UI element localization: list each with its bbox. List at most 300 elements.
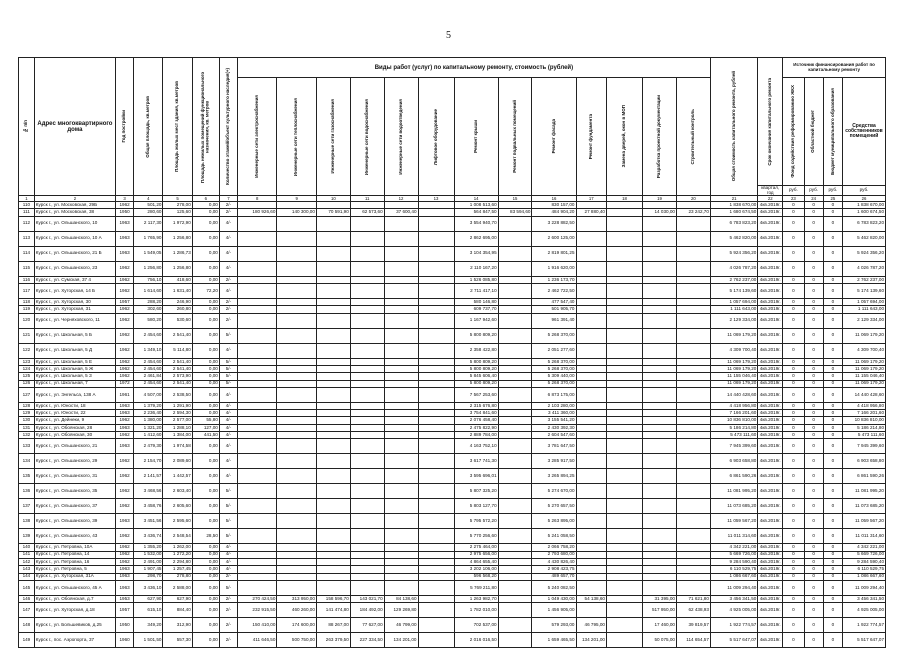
work-cost-cell bbox=[384, 424, 418, 431]
work-cost-cell bbox=[576, 529, 606, 544]
work-cost-cell bbox=[350, 469, 384, 484]
column-number: 23 bbox=[783, 196, 804, 202]
address-cell: Курск г., ул. Хуторская, 31 bbox=[34, 306, 115, 313]
work-cost-cell bbox=[237, 432, 277, 439]
row-number: 112 bbox=[19, 216, 35, 231]
row-number: 127 bbox=[19, 387, 35, 402]
column-number: 21 bbox=[710, 196, 757, 202]
work-cost-cell bbox=[418, 484, 454, 499]
work-cost-cell bbox=[237, 469, 277, 484]
work-cost-cell bbox=[316, 328, 350, 343]
work-cost-cell bbox=[576, 299, 606, 306]
fund-cell: 0 bbox=[783, 209, 804, 216]
living-area-cell: 1 288,10 bbox=[163, 424, 192, 431]
work-header-3: Инженерные сети газоснабжения bbox=[316, 78, 350, 196]
work-cost-cell bbox=[418, 365, 454, 372]
work-cost-cell bbox=[418, 633, 454, 648]
floors-cell: 4/- bbox=[219, 231, 237, 246]
address-cell: Курск г., ул. Хуторская, д.18 bbox=[34, 603, 115, 618]
municipal-cell: 0 bbox=[823, 618, 842, 633]
living-area-cell: 2 541,40 bbox=[163, 365, 192, 372]
row-number: 142 bbox=[19, 558, 35, 565]
total-cost-cell: 1 057 694,00 bbox=[710, 299, 757, 306]
work-cost-cell bbox=[418, 358, 454, 365]
work-cost-cell bbox=[676, 202, 710, 209]
work-cost-cell bbox=[643, 328, 677, 343]
owners-funds-cell: 4 309 700,40 bbox=[842, 343, 885, 358]
regional-cell: 0 bbox=[804, 380, 823, 387]
table-row bbox=[19, 544, 886, 551]
table-row bbox=[19, 328, 886, 343]
municipal-cell: 0 bbox=[823, 417, 842, 424]
living-area-cell: 2 588,00 bbox=[163, 580, 192, 595]
work-cost-cell bbox=[350, 484, 384, 499]
total-area-cell: 580,20 bbox=[134, 313, 163, 328]
work-cost-cell bbox=[384, 432, 418, 439]
work-cost-cell bbox=[277, 544, 317, 551]
regional-cell: 0 bbox=[804, 469, 823, 484]
row-number: 144 bbox=[19, 573, 35, 580]
row-number: 148 bbox=[19, 618, 35, 633]
living-area-cell: 2 605,60 bbox=[163, 499, 192, 514]
work-cost-cell bbox=[384, 558, 418, 565]
column-number: 22 bbox=[758, 196, 783, 202]
work-cost-cell bbox=[606, 343, 642, 358]
address-cell: Курск г., ул. Ольшанского, 37 bbox=[34, 499, 115, 514]
work-cost-cell bbox=[316, 573, 350, 580]
work-cost-cell bbox=[350, 358, 384, 365]
work-cost-cell: 1 236 173,70 bbox=[532, 276, 576, 283]
work-cost-cell: 270 424,50 bbox=[237, 595, 277, 602]
work-cost-cell: 5 807 325,20 bbox=[454, 484, 498, 499]
municipal-cell: 0 bbox=[823, 551, 842, 558]
work-cost-cell: 2 604 547,60 bbox=[532, 432, 576, 439]
work-cost-cell bbox=[384, 580, 418, 595]
work-cost-cell bbox=[606, 380, 642, 387]
work-cost-cell bbox=[384, 313, 418, 328]
work-cost-cell bbox=[606, 544, 642, 551]
work-cost-cell: 484 904,20 bbox=[532, 209, 576, 216]
total-area-cell: 756,10 bbox=[134, 276, 163, 283]
work-cost-cell: 3 228 882,50 bbox=[532, 216, 576, 231]
work-cost-cell bbox=[384, 343, 418, 358]
work-cost-cell bbox=[606, 387, 642, 402]
owners-funds-cell: 7 166 201,60 bbox=[842, 410, 885, 417]
column-number: 10 bbox=[316, 196, 350, 202]
term-cell: 4кв.2019г. bbox=[758, 529, 783, 544]
total-area-cell: 3 458,76 bbox=[134, 499, 163, 514]
municipal-cell: 0 bbox=[823, 633, 842, 648]
total-cost-cell: 1 838 670,00 bbox=[710, 202, 757, 209]
work-cost-cell bbox=[384, 299, 418, 306]
year-cell: 1962 bbox=[116, 373, 134, 380]
work-header-1: Инженерные сети электроснабжения bbox=[237, 78, 277, 196]
work-cost-cell bbox=[384, 276, 418, 283]
total-cost-cell: 1 086 667,60 bbox=[710, 573, 757, 580]
total-cost-cell: 3 456 341,50 bbox=[710, 595, 757, 602]
work-cost-cell: 5 770 256,60 bbox=[454, 529, 498, 544]
work-cost-cell: 2 358 422,80 bbox=[454, 343, 498, 358]
work-cost-cell: 5 268 370,00 bbox=[532, 365, 576, 372]
total-cost-cell: 5 462 820,00 bbox=[710, 231, 757, 246]
work-cost-cell bbox=[237, 454, 277, 469]
work-cost-cell: 1 782 010,00 bbox=[454, 603, 498, 618]
work-cost-cell bbox=[316, 402, 350, 409]
work-cost-cell bbox=[643, 299, 677, 306]
work-cost-cell bbox=[576, 373, 606, 380]
work-cost-cell bbox=[606, 246, 642, 261]
municipal-cell: 0 bbox=[823, 306, 842, 313]
work-cost-cell bbox=[606, 558, 642, 565]
work-cost-cell: 4 430 826,40 bbox=[532, 558, 576, 565]
fund-cell: 0 bbox=[783, 358, 804, 365]
work-cost-cell bbox=[576, 432, 606, 439]
living-area-cell: 2 573,90 bbox=[163, 373, 192, 380]
table-row bbox=[19, 387, 886, 402]
address-cell: Курск г., ул. Ольшанского, 23 bbox=[34, 261, 115, 276]
work-cost-cell bbox=[350, 514, 384, 529]
regional-cell: 0 bbox=[804, 328, 823, 343]
work-cost-cell bbox=[418, 595, 454, 602]
work-cost-cell bbox=[643, 246, 677, 261]
nonliving-area-cell: 0,00 bbox=[192, 209, 219, 216]
owners-funds-cell: 11 081 995,20 bbox=[842, 484, 885, 499]
work-cost-cell: 5 769 211,80 bbox=[454, 580, 498, 595]
address-cell: Курск г., ул. Петровна, 5 bbox=[34, 566, 115, 573]
work-cost-cell: 5 268 370,00 bbox=[532, 380, 576, 387]
column-number: 17 bbox=[576, 196, 606, 202]
living-area-header: Площадь жилых мест здания, кв.метров bbox=[163, 58, 192, 196]
nonliving-area-cell: 0,00 bbox=[192, 380, 219, 387]
work-cost-cell bbox=[418, 410, 454, 417]
work-cost-cell bbox=[606, 328, 642, 343]
owners-funds-cell: 10 836 810,00 bbox=[842, 417, 885, 424]
column-number: 8 bbox=[237, 196, 277, 202]
work-cost-cell bbox=[350, 261, 384, 276]
work-cost-cell bbox=[643, 373, 677, 380]
living-area-cell: 884,40 bbox=[163, 603, 192, 618]
regional-cell: 0 bbox=[804, 358, 823, 365]
work-cost-cell: 227 334,50 bbox=[350, 633, 384, 648]
work-cost-cell bbox=[277, 365, 317, 372]
year-cell: 1962 bbox=[116, 499, 134, 514]
work-cost-cell bbox=[277, 551, 317, 558]
work-cost-cell bbox=[277, 410, 317, 417]
work-cost-cell bbox=[384, 216, 418, 231]
work-cost-cell bbox=[350, 202, 384, 209]
municipal-cell: 0 bbox=[823, 209, 842, 216]
address-cell: Курск г., ул. Хуторская, 14 Б bbox=[34, 284, 115, 299]
total-area-cell: 298,70 bbox=[134, 573, 163, 580]
work-header-8: Ремонт подвальных помещений bbox=[498, 78, 532, 196]
fund-cell: 0 bbox=[783, 499, 804, 514]
municipal-cell: 0 bbox=[823, 424, 842, 431]
table-row bbox=[19, 603, 886, 618]
work-cost-cell bbox=[316, 373, 350, 380]
municipal-cell: 0 bbox=[823, 573, 842, 580]
year-cell: 1953 bbox=[116, 595, 134, 602]
work-cost-cell bbox=[418, 499, 454, 514]
address-cell: Курск г., ул. Ольшанского, 43 bbox=[34, 529, 115, 544]
work-cost-cell bbox=[676, 328, 710, 343]
table-row bbox=[19, 365, 886, 372]
work-cost-cell bbox=[277, 454, 317, 469]
table-row bbox=[19, 343, 886, 358]
table-row bbox=[19, 529, 886, 544]
work-cost-cell bbox=[237, 313, 277, 328]
work-cost-cell bbox=[606, 402, 642, 409]
work-cost-cell bbox=[384, 573, 418, 580]
living-area-cell: 278,00 bbox=[163, 202, 192, 209]
year-cell: 1962 bbox=[116, 529, 134, 544]
row-number: 135 bbox=[19, 469, 35, 484]
owners-funds-cell: 6 110 529,75 bbox=[842, 566, 885, 573]
term-cell: 4кв.2019г. bbox=[759, 417, 781, 423]
column-number: 3 bbox=[116, 196, 134, 202]
work-cost-cell bbox=[350, 424, 384, 431]
work-cost-cell bbox=[606, 469, 642, 484]
term-cell: 4кв.2019г. bbox=[759, 573, 781, 579]
work-cost-cell bbox=[237, 558, 277, 565]
work-cost-cell: 2 975 656,00 bbox=[454, 551, 498, 558]
work-cost-cell bbox=[676, 299, 710, 306]
floors-cell: 2/- bbox=[219, 276, 237, 283]
year-cell: 1963 bbox=[116, 246, 134, 261]
work-cost-cell bbox=[498, 299, 532, 306]
row-number: 138 bbox=[19, 514, 35, 529]
floors-cell: 2/- bbox=[219, 603, 237, 618]
column-number: 9 bbox=[277, 196, 317, 202]
work-cost-cell bbox=[237, 410, 277, 417]
work-cost-cell: 2 430 392,30 bbox=[532, 424, 576, 431]
owners-funds-cell: 2 129 334,00 bbox=[842, 313, 885, 328]
year-cell: 1962 bbox=[116, 202, 134, 209]
work-cost-cell bbox=[643, 365, 677, 372]
work-cost-cell bbox=[237, 424, 277, 431]
page-number: 5 bbox=[446, 30, 451, 41]
owners-funds-cell: 6 903 658,80 bbox=[842, 454, 885, 469]
table-row bbox=[19, 373, 886, 380]
unit-quarter: квартал, год bbox=[758, 186, 783, 196]
row-number: 132 bbox=[19, 432, 35, 439]
row-number: 133 bbox=[19, 439, 35, 454]
work-cost-cell bbox=[498, 566, 532, 573]
total-area-cell: 2 461,84 bbox=[134, 373, 163, 380]
total-area-cell: 1 355,20 bbox=[134, 544, 163, 551]
work-cost-cell: 1 916 620,00 bbox=[532, 261, 576, 276]
work-cost-cell bbox=[316, 417, 350, 424]
municipal-cell: 0 bbox=[823, 261, 842, 276]
year-cell: 1963 bbox=[116, 514, 134, 529]
work-cost-cell bbox=[606, 365, 642, 372]
work-cost-cell bbox=[606, 484, 642, 499]
work-cost-cell bbox=[277, 328, 317, 343]
term-cell: 4кв.2019г. bbox=[758, 439, 783, 454]
work-cost-cell bbox=[576, 387, 606, 402]
work-cost-cell bbox=[498, 202, 532, 209]
work-cost-cell bbox=[606, 439, 642, 454]
work-cost-cell bbox=[277, 417, 317, 424]
work-cost-cell bbox=[237, 484, 277, 499]
address-cell: Курск г., ул. Ольшанского, 10 bbox=[34, 216, 115, 231]
work-cost-cell bbox=[498, 573, 532, 580]
row-number: 125 bbox=[19, 373, 35, 380]
year-cell: 1962 bbox=[116, 343, 134, 358]
floors-cell: 2/- bbox=[219, 209, 237, 216]
work-cost-cell bbox=[384, 380, 418, 387]
year-cell: 1962 bbox=[116, 365, 134, 372]
work-cost-cell: 411 646,50 bbox=[237, 633, 277, 648]
row-number: 122 bbox=[19, 343, 35, 358]
owners-funds-cell: 11 059 567,20 bbox=[842, 514, 885, 529]
work-cost-cell bbox=[643, 573, 677, 580]
total-cost-cell: 6 783 823,20 bbox=[710, 216, 757, 231]
work-cost-cell bbox=[643, 261, 677, 276]
work-cost-cell: 5 800 809,20 bbox=[454, 365, 498, 372]
regional-cell: 0 bbox=[804, 387, 823, 402]
row-number: 119 bbox=[19, 306, 35, 313]
total-area-cell: 501,20 bbox=[134, 202, 163, 209]
term-cell: 4кв.2019г. bbox=[758, 261, 783, 276]
owners-funds-cell: 11 011 314,60 bbox=[842, 529, 885, 544]
work-cost-cell bbox=[277, 284, 317, 299]
owners-funds-cell: 5 924 356,20 bbox=[842, 246, 885, 261]
work-cost-cell bbox=[676, 529, 710, 544]
work-cost-cell bbox=[316, 380, 350, 387]
work-cost-cell bbox=[576, 358, 606, 365]
work-cost-cell bbox=[498, 529, 532, 544]
owners-funds-cell: 4 418 956,80 bbox=[842, 402, 885, 409]
floors-cell: 4/- bbox=[219, 284, 237, 299]
nonliving-area-cell: 0,00 bbox=[192, 439, 219, 454]
total-cost-cell: 11 069 179,20 bbox=[710, 365, 757, 372]
work-cost-cell bbox=[237, 439, 277, 454]
address-cell: Курск г., ул. Московская, 29Б bbox=[34, 202, 115, 209]
term-cell: 4кв.2019г. bbox=[758, 328, 783, 343]
work-cost-cell: 83 594,60 bbox=[498, 209, 532, 216]
work-cost-cell bbox=[643, 380, 677, 387]
work-cost-cell bbox=[676, 439, 710, 454]
work-cost-cell bbox=[498, 603, 532, 618]
total-area-cell: 1 532,00 bbox=[134, 551, 163, 558]
row-number: 120 bbox=[19, 313, 35, 328]
total-cost-cell: 11 059 567,20 bbox=[710, 514, 757, 529]
table-row bbox=[19, 306, 886, 313]
work-cost-cell bbox=[237, 551, 277, 558]
regional-cell: 0 bbox=[804, 202, 823, 209]
work-cost-cell bbox=[384, 551, 418, 558]
work-cost-cell bbox=[606, 373, 642, 380]
work-cost-cell bbox=[237, 261, 277, 276]
total-area-cell: 2 454,60 bbox=[134, 358, 163, 365]
work-cost-cell bbox=[316, 551, 350, 558]
total-cost-cell: 5 473 111,60 bbox=[710, 432, 757, 439]
year-header: Год постройки bbox=[116, 58, 134, 196]
row-number: 146 bbox=[19, 595, 35, 602]
work-cost-cell bbox=[316, 529, 350, 544]
work-cost-cell: 501 905,70 bbox=[532, 306, 576, 313]
regional-cell: 0 bbox=[804, 544, 823, 551]
work-cost-cell: 114 654,57 bbox=[676, 633, 710, 648]
floors-cell: 5/- bbox=[219, 529, 237, 544]
work-cost-cell bbox=[316, 439, 350, 454]
floors-cell: 2/- bbox=[219, 306, 237, 313]
work-cost-cell bbox=[498, 261, 532, 276]
living-area-cell: 1 256,80 bbox=[163, 231, 192, 246]
work-cost-cell: 134 201,00 bbox=[384, 633, 418, 648]
municipal-cell: 0 bbox=[823, 580, 842, 595]
work-cost-cell bbox=[576, 306, 606, 313]
term-cell: 4кв.2019г. bbox=[759, 410, 781, 415]
term-cell: 4кв.2019г. bbox=[758, 387, 783, 402]
total-area-cell: 1 379,20 bbox=[134, 402, 163, 409]
floors-cell: 4/- bbox=[219, 410, 237, 417]
fund-cell: 0 bbox=[783, 580, 804, 595]
fund-cell: 0 bbox=[783, 306, 804, 313]
address-cell: Курск г., пос. Аэропорта, 37 bbox=[34, 633, 115, 648]
work-cost-cell bbox=[418, 580, 454, 595]
table-row bbox=[19, 313, 886, 328]
work-cost-cell bbox=[606, 209, 642, 216]
term-cell: 4кв.2019г. bbox=[758, 484, 783, 499]
work-cost-cell: 5 800 809,20 bbox=[454, 328, 498, 343]
year-cell: 1962 bbox=[116, 328, 134, 343]
year-cell: 1962 bbox=[116, 261, 134, 276]
regional-cell: 0 bbox=[804, 424, 823, 431]
living-area-cell: 627,90 bbox=[163, 595, 192, 602]
fund-cell: 0 bbox=[783, 402, 804, 409]
work-cost-cell bbox=[498, 424, 532, 431]
municipal-cell: 0 bbox=[823, 410, 842, 417]
total-area-cell: 1 765,90 bbox=[134, 231, 163, 246]
work-cost-cell bbox=[498, 365, 532, 372]
work-cost-cell bbox=[606, 306, 642, 313]
living-area-cell: 2 594,30 bbox=[163, 410, 192, 417]
term-cell: 4кв.2019г. bbox=[759, 551, 781, 557]
work-cost-cell bbox=[384, 454, 418, 469]
total-cost-cell: 11 069 179,20 bbox=[710, 380, 757, 387]
address-cell: Курск г., ул. Ольшанского, 21 bbox=[34, 439, 115, 454]
work-cost-cell bbox=[277, 529, 317, 544]
row-number: 128 bbox=[19, 402, 35, 409]
work-cost-cell bbox=[498, 284, 532, 299]
work-cost-cell bbox=[350, 454, 384, 469]
work-cost-cell bbox=[384, 566, 418, 573]
total-cost-cell: 1 680 674,50 bbox=[710, 209, 757, 216]
year-cell: 1972 bbox=[116, 380, 134, 387]
work-cost-cell: 4 163 752,10 bbox=[454, 439, 498, 454]
regional-cell: 0 bbox=[804, 580, 823, 595]
work-cost-cell bbox=[237, 573, 277, 580]
total-area-cell: 3 436,10 bbox=[134, 580, 163, 595]
total-cost-cell: 6 903 658,80 bbox=[710, 454, 757, 469]
work-cost-cell bbox=[350, 417, 384, 424]
owners-funds-cell: 3 456 341,50 bbox=[842, 595, 885, 602]
work-cost-cell bbox=[643, 566, 677, 573]
work-cost-cell bbox=[418, 202, 454, 209]
work-cost-cell bbox=[676, 573, 710, 580]
work-cost-cell bbox=[418, 209, 454, 216]
work-cost-cell bbox=[606, 358, 642, 365]
column-number: 7 bbox=[219, 196, 237, 202]
work-cost-cell bbox=[237, 306, 277, 313]
row-number: 149 bbox=[19, 633, 35, 648]
owners-funds-cell: 5 517 647,07 bbox=[842, 633, 885, 648]
nonliving-area-cell: 28,50 bbox=[192, 529, 219, 544]
work-cost-cell bbox=[498, 469, 532, 484]
year-cell: 1962 bbox=[116, 484, 134, 499]
work-cost-cell bbox=[576, 603, 606, 618]
